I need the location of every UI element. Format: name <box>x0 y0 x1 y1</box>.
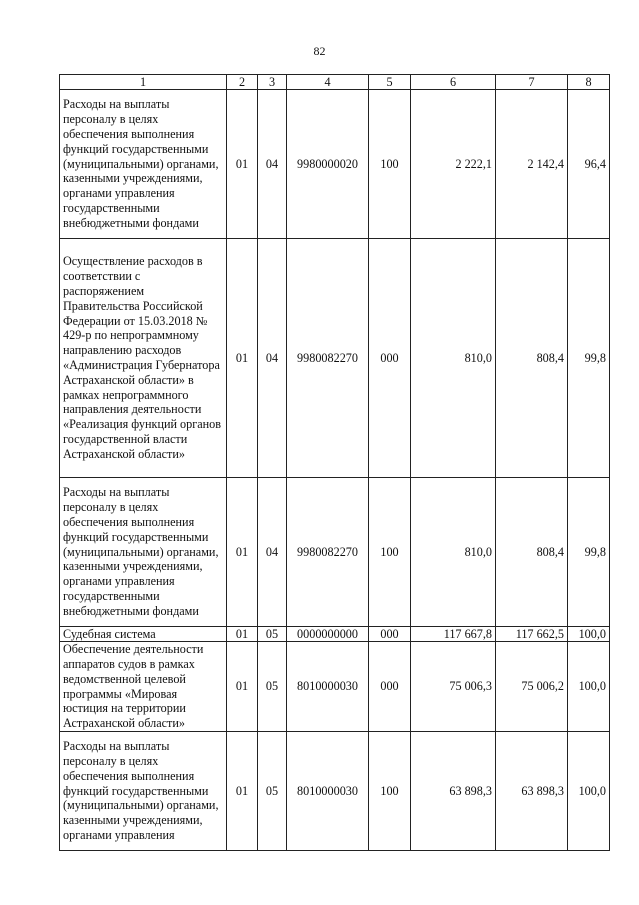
section-code: 01 <box>227 478 258 627</box>
target-article-code: 9980082270 <box>287 478 369 627</box>
execution-percent: 100,0 <box>568 732 610 851</box>
col-header-8: 8 <box>568 75 610 90</box>
actual-amount: 2 142,4 <box>496 90 568 239</box>
table-row <box>60 642 610 732</box>
actual-amount: 808,4 <box>496 239 568 478</box>
planned-amount: 75 006,3 <box>411 642 496 732</box>
row-description: Расходы на выплаты персоналу в целях обеспечения выполнения функций государственными (муниципальными) органами, казенными учреждениями, органами управления <box>60 732 227 851</box>
execution-percent: 100,0 <box>568 627 610 642</box>
expense-type-code: 100 <box>369 478 411 627</box>
col-header-1: 1 <box>60 75 227 90</box>
table-row <box>60 239 610 478</box>
col-header-4: 4 <box>287 75 369 90</box>
section-code: 01 <box>227 732 258 851</box>
target-article-code: 8010000030 <box>287 732 369 851</box>
target-article-code: 9980082270 <box>287 239 369 478</box>
subsection-code: 05 <box>258 732 287 851</box>
target-article-code: 8010000030 <box>287 642 369 732</box>
row-description: Расходы на выплаты персоналу в целях обеспечения выполнения функций государственными (муниципальными) органами, казенными учреждениями, органами управления государственными внебюджетными фондами <box>60 478 227 627</box>
subsection-code: 05 <box>258 627 287 642</box>
col-header-5: 5 <box>369 75 411 90</box>
target-article-code: 9980000020 <box>287 90 369 239</box>
planned-amount: 810,0 <box>411 239 496 478</box>
subsection-code: 04 <box>258 90 287 239</box>
header-row <box>60 75 610 90</box>
expense-type-code: 000 <box>369 627 411 642</box>
execution-percent: 96,4 <box>568 90 610 239</box>
row-description: Судебная система <box>60 627 227 642</box>
col-header-2: 2 <box>227 75 258 90</box>
table-row <box>60 478 610 627</box>
execution-percent: 100,0 <box>568 642 610 732</box>
section-code: 01 <box>227 642 258 732</box>
page-number: 82 <box>313 44 326 58</box>
execution-percent: 99,8 <box>568 478 610 627</box>
planned-amount: 63 898,3 <box>411 732 496 851</box>
execution-percent: 99,8 <box>568 239 610 478</box>
row-description: Расходы на выплаты персоналу в целях обеспечения выполнения функций государственными (муниципальными) органами, казенными учреждениями, органами управления государственными внебюджетными фондами <box>60 90 227 239</box>
planned-amount: 117 667,8 <box>411 627 496 642</box>
row-description: Обеспечение деятельности аппаратов судов в рамках ведомственной целевой программы «Мировая юстиция на территории Астраханской области» <box>60 642 227 732</box>
expense-type-code: 000 <box>369 239 411 478</box>
table-row <box>60 627 610 642</box>
expense-type-code: 000 <box>369 642 411 732</box>
planned-amount: 810,0 <box>411 478 496 627</box>
subsection-code: 05 <box>258 642 287 732</box>
expense-type-code: 100 <box>369 732 411 851</box>
table-row <box>60 732 610 851</box>
expense-type-code: 100 <box>369 90 411 239</box>
subsection-code: 04 <box>258 478 287 627</box>
actual-amount: 75 006,2 <box>496 642 568 732</box>
col-header-3: 3 <box>258 75 287 90</box>
table-row <box>60 90 610 239</box>
target-article-code: 0000000000 <box>287 627 369 642</box>
actual-amount: 808,4 <box>496 478 568 627</box>
subsection-code: 04 <box>258 239 287 478</box>
planned-amount: 2 222,1 <box>411 90 496 239</box>
section-code: 01 <box>227 627 258 642</box>
col-header-6: 6 <box>411 75 496 90</box>
row-description: Осуществление расходов в соответствии с распоряжением Правительства Российской Федерации от 15.03.2018 № 429-р по непрограммному направлению расходов «Администрация Губернатора Астраханской области» в рамках непрограммного направления деятельности «Реализация функций органов государственной власти Астраханской области» <box>60 239 227 478</box>
actual-amount: 117 662,5 <box>496 627 568 642</box>
actual-amount: 63 898,3 <box>496 732 568 851</box>
section-code: 01 <box>227 239 258 478</box>
col-header-7: 7 <box>496 75 568 90</box>
section-code: 01 <box>227 90 258 239</box>
budget-table <box>59 74 610 851</box>
